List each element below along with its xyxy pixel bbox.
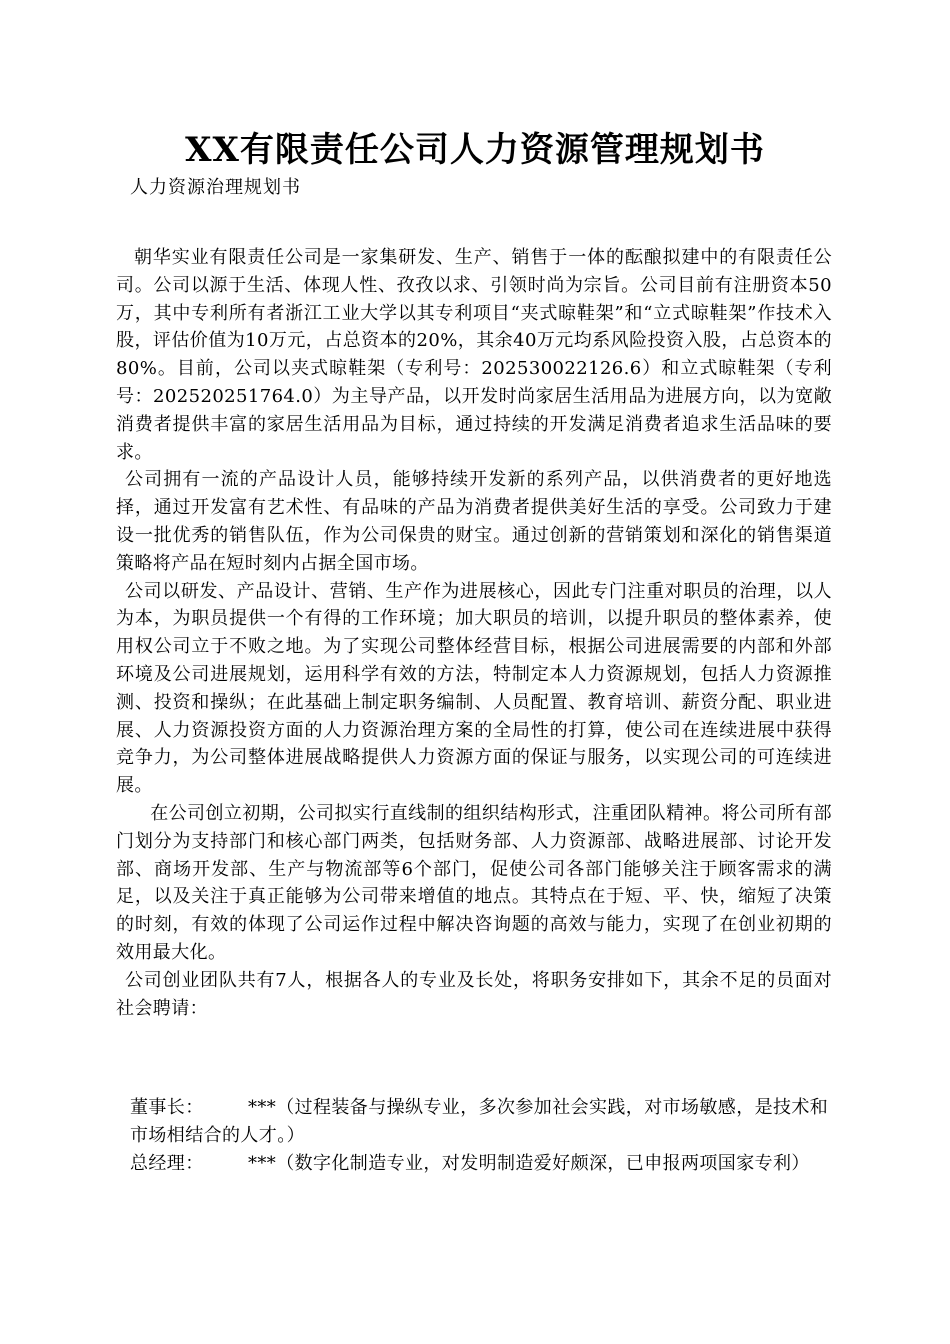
paragraph-hr-planning: 公司以研发、产品设计、营销、生产作为进展核心，因此专门注重对职员的治理，以人为本，为职员提供一个有得的工作环境；加大职员的培训，以提升职员的整体素养，使用权公司立于不败之地。为了实现公司整体经营目标，根据公司进展需要的内部和外部环境及公司进展规划，运用科学有效的方法，特制定本人力资源规划，包括人力资源推测、投资和操纵；在此基础上制定职务编制、人员配置、教育培训、薪资分配、职业进展、人力资源投资方面的人力资源治理方案的全局性的打算，使公司在连续进展中获得竞争力，为公司整体进展战略提供人力资源方面的保证与服务，以实现公司的可连续进展。 (116, 580, 832, 797)
paragraph-design-team: 公司拥有一流的产品设计人员，能够持续开发新的系列产品，以供消费者的更好地选择，通过开发富有艺术性、有品味的产品为消费者提供美好生活的享受。公司致力于建设一批优秀的销售队伍，作为公司保贵的财宝。通过创新的营销策划和深化的销售渠道策略将产品在短时刻内占据全国市场。 (116, 469, 832, 574)
role-list (130, 1094, 830, 1177)
document-subtitle: 人力资源治理规划书 (130, 177, 301, 198)
role-title: 总经理： (130, 1152, 204, 1174)
role-item (130, 1094, 830, 1150)
document-title: XX有限责任公司人力资源管理规划书 (185, 130, 765, 170)
paragraph-team: 公司创业团队共有7人，根据各人的专业及长处，将职务安排如下，其余不足的员面对社会聘请： (116, 969, 832, 1019)
paragraph-org-structure: 在公司创立初期，公司拟实行直线制的组织结构形式，注重团队精神。将公司所有部门划分为支持部门和核心部门两类，包括财务部、人力资源部、战略进展部、讨论开发部、商场开发部、生产与物流部等6个部门，促使公司各部门能够关注于顾客需求的满足，以及关注于真正能够为公司带来增值的地点。其特点在于短、平、快，缩短了决策的时刻，有效的体现了公司运作过程中解决咨询题的高效与能力，实现了在创业初期的效用最大化。 (116, 802, 832, 963)
paragraph-intro: 朝华实业有限责任公司是一家集研发、生产、销售于一体的酝酿拟建中的有限责任公司。公司以源于生活、体现人性、孜孜以求、引领时尚为宗旨。公司目前有注册资本50万，其中专利所有者浙江工业大学以其专利项目“夹式晾鞋架”和“立式晾鞋架”作技术入股，评估价值为10万元，占总资本的20%，其余40万元均系风险投资入股，占总资本的80%。目前，公司以夹式晾鞋架（专利号：202530022126.6）和立式晾鞋架（专利号：202520251764.0）为主导产品，以开发时尚家居生活用品为进展方向，以为宽敞消费者提供丰富的家居生活用品为目标，通过持续的开发满足消费者追求生活品味的要求。 (116, 247, 832, 463)
role-item (130, 1150, 830, 1178)
role-title: 董事长： (130, 1097, 204, 1118)
role-description: ***（过程装备与操纵专业，多次参加社会实践，对市场敏感，是技术和市场相结合的人才。） (130, 1097, 829, 1146)
document-body (116, 244, 832, 1022)
role-description: ***（数字化制造专业，对发明制造爱好颇深，已申报两项国家专利） (248, 1152, 810, 1174)
